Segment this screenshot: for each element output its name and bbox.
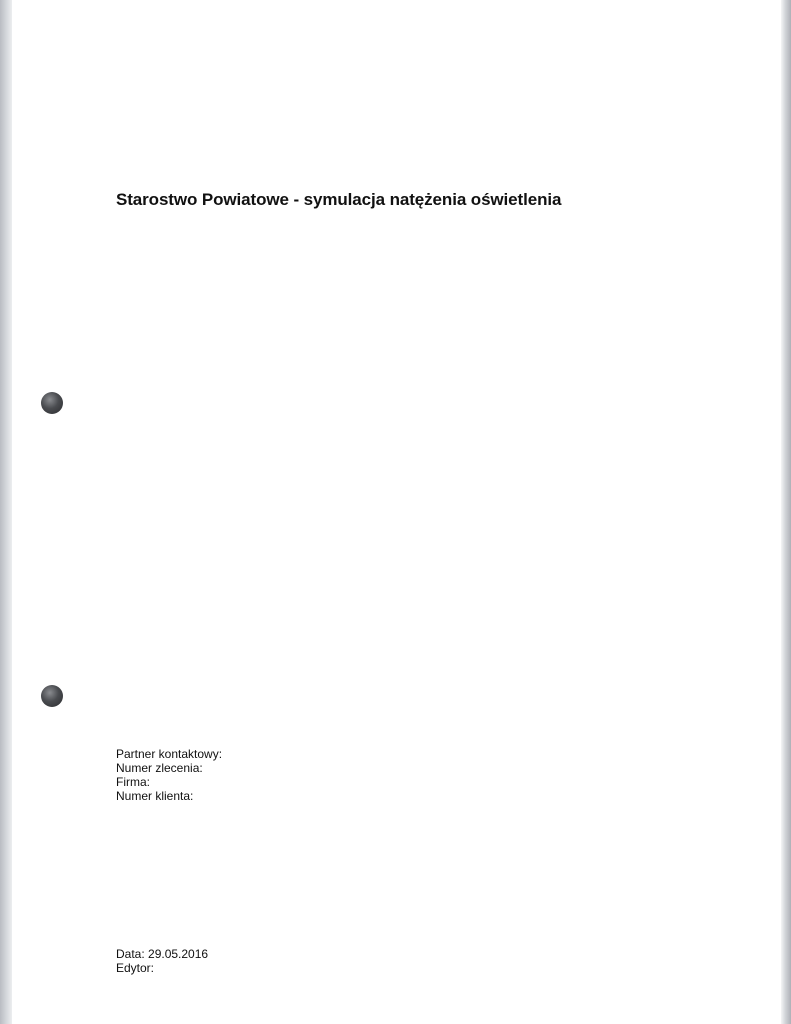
order-number-label: Numer zlecenia: [116,761,203,775]
date-editor-block [116,947,208,975]
company-label: Firma: [116,775,150,789]
date-label: Data: 29.05.2016 [116,947,209,961]
document-title: Starostwo Powiatowe - symulacja natężenia oświetlenia [116,190,562,209]
punch-hole-bottom [41,685,63,707]
client-number-label: Numer klienta: [116,789,194,803]
contact-partner-label: Partner kontaktowy: [116,747,223,761]
scan-edge-right [781,0,791,1024]
document-page [12,0,781,1024]
editor-label: Edytor: [116,961,155,975]
punch-hole-top [41,392,63,414]
scan-edge-left [0,0,12,1024]
contact-info-block [116,747,222,803]
